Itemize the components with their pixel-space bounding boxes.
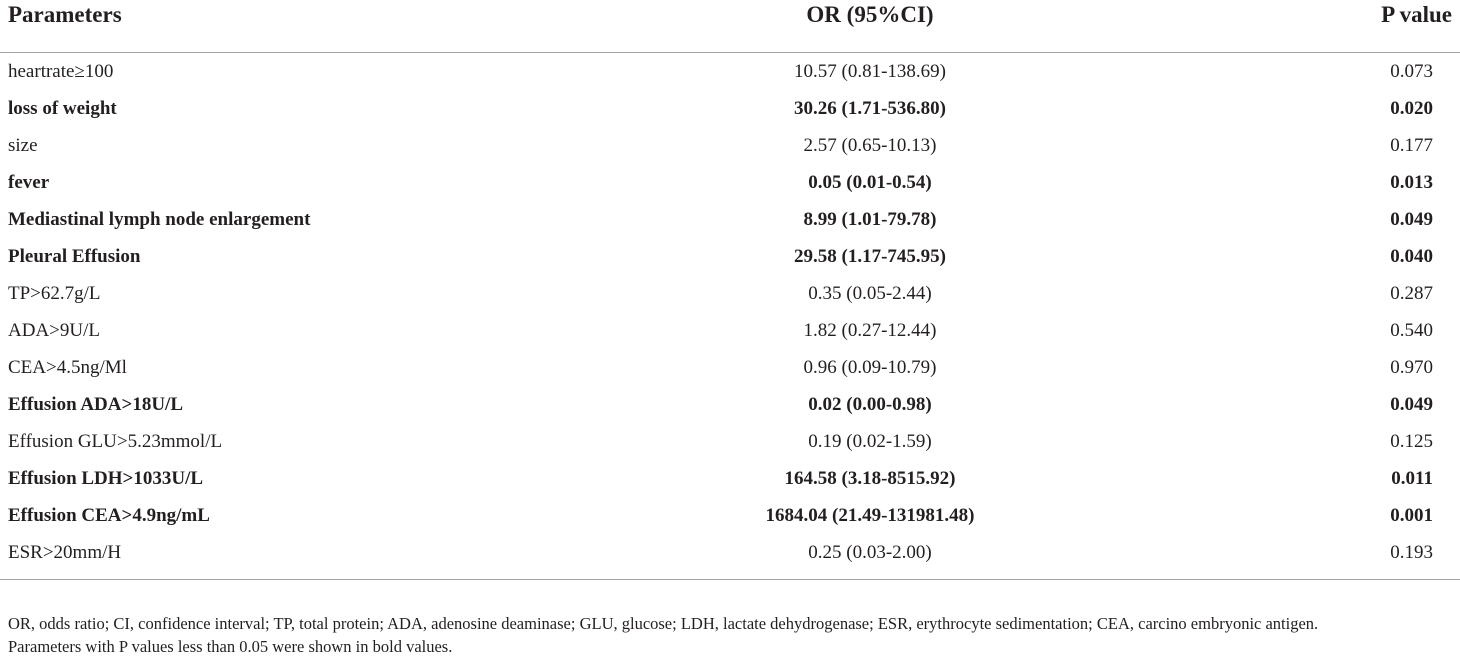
table-footnote bbox=[8, 612, 1456, 658]
header-p-value: P value bbox=[1220, 0, 1460, 53]
parameter-cell: Effusion LDH>1033U/L bbox=[8, 467, 204, 489]
p-value-cell: 0.287 bbox=[1390, 282, 1433, 304]
p-value-cell: 0.011 bbox=[1391, 467, 1433, 489]
table-header bbox=[0, 0, 1460, 53]
table-row bbox=[0, 312, 1460, 349]
p-value-cell: 0.040 bbox=[1390, 245, 1433, 267]
table-row bbox=[0, 460, 1460, 497]
odds-ratio-cell: 10.57 (0.81-138.69) bbox=[794, 60, 946, 82]
table-row bbox=[0, 349, 1460, 386]
parameter-cell: heartrate≥100 bbox=[8, 60, 114, 82]
odds-ratio-cell: 0.19 (0.02-1.59) bbox=[808, 430, 932, 452]
table-row bbox=[0, 53, 1460, 91]
table-row bbox=[0, 90, 1460, 127]
table-row bbox=[0, 238, 1460, 275]
parameter-cell: Mediastinal lymph node enlargement bbox=[8, 208, 311, 230]
odds-ratio-cell: 2.57 (0.65-10.13) bbox=[803, 134, 937, 156]
parameter-cell: Effusion ADA>18U/L bbox=[8, 393, 183, 415]
parameter-cell: fever bbox=[8, 171, 50, 193]
table-row bbox=[0, 127, 1460, 164]
parameter-cell: Pleural Effusion bbox=[8, 245, 141, 267]
odds-ratio-cell: 29.58 (1.17-745.95) bbox=[794, 245, 946, 267]
p-value-cell: 0.049 bbox=[1390, 208, 1433, 230]
p-value-cell: 0.193 bbox=[1220, 534, 1460, 580]
odds-ratio-cell: 0.02 (0.00-0.98) bbox=[808, 393, 932, 415]
footnote-abbreviations: OR, odds ratio; CI, confidence interval; TP, total protein; ADA, adenosine deaminase; GLU, glucose; LDH, lactate dehydrogenase; ESR, erythrocyte sedimentation; CEA, carcino embryonic antigen. bbox=[8, 614, 1319, 633]
p-value-cell: 0.125 bbox=[1390, 430, 1433, 452]
p-value-cell: 0.049 bbox=[1390, 393, 1433, 415]
parameter-cell: ESR>20mm/H bbox=[0, 534, 520, 580]
parameter-cell: ADA>9U/L bbox=[8, 319, 100, 341]
parameter-cell: Effusion GLU>5.23mmol/L bbox=[8, 430, 223, 452]
odds-ratio-cell: 0.35 (0.05-2.44) bbox=[808, 282, 932, 304]
p-value-cell: 0.073 bbox=[1390, 60, 1433, 82]
header-parameters: Parameters bbox=[0, 0, 520, 53]
header-odds-ratio: OR (95%CI) bbox=[520, 0, 1220, 53]
parameter-cell: TP>62.7g/L bbox=[8, 282, 101, 304]
p-value-cell: 0.020 bbox=[1390, 97, 1433, 119]
odds-ratio-cell: 1.82 (0.27-12.44) bbox=[803, 319, 937, 341]
odds-ratio-cell: 30.26 (1.71-536.80) bbox=[794, 97, 946, 119]
table-body bbox=[0, 53, 1460, 580]
p-value-cell: 0.177 bbox=[1390, 134, 1433, 156]
odds-ratio-cell: 0.05 (0.01-0.54) bbox=[808, 171, 932, 193]
table-row bbox=[0, 423, 1460, 460]
p-value-cell: 0.013 bbox=[1390, 171, 1433, 193]
parameter-cell: size bbox=[8, 134, 38, 156]
table-row bbox=[0, 497, 1460, 534]
table-row bbox=[0, 386, 1460, 423]
header-row bbox=[0, 0, 1460, 53]
parameter-cell: loss of weight bbox=[8, 97, 117, 119]
table-row bbox=[0, 164, 1460, 201]
odds-ratio-cell: 164.58 (3.18-8515.92) bbox=[784, 467, 956, 489]
odds-ratio-cell: 0.25 (0.03-2.00) bbox=[520, 534, 1220, 580]
p-value-cell: 0.001 bbox=[1390, 504, 1433, 526]
table-row bbox=[0, 201, 1460, 238]
parameter-cell: Effusion CEA>4.9ng/mL bbox=[8, 504, 210, 526]
odds-ratio-cell: 8.99 (1.01-79.78) bbox=[803, 208, 937, 230]
footnote-bold-note: Parameters with P values less than 0.05 were shown in bold values. bbox=[8, 637, 453, 656]
odds-ratio-cell: 0.96 (0.09-10.79) bbox=[803, 356, 937, 378]
odds-ratio-cell: 1684.04 (21.49-131981.48) bbox=[765, 504, 975, 526]
table-row bbox=[0, 534, 1460, 580]
p-value-cell: 0.970 bbox=[1390, 356, 1433, 378]
p-value-cell: 0.540 bbox=[1390, 319, 1433, 341]
parameter-cell: CEA>4.5ng/Ml bbox=[8, 356, 127, 378]
table-row bbox=[0, 275, 1460, 312]
